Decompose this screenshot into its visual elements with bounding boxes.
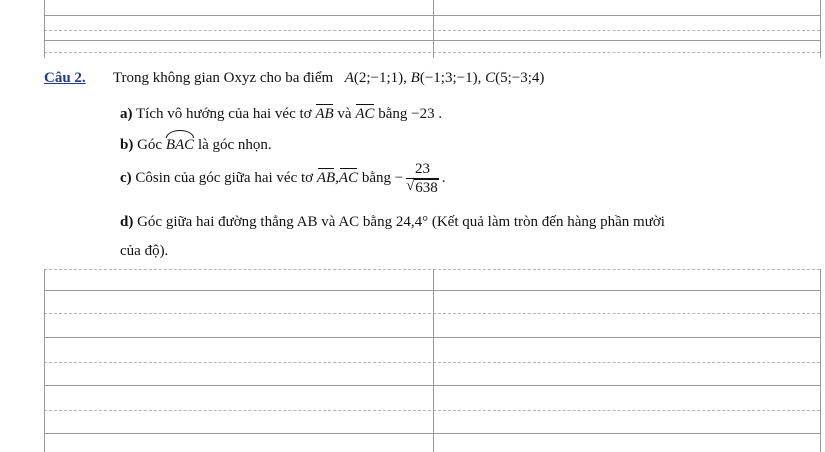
fraction-numerator: 23 <box>406 161 439 179</box>
point-a-coords: (2;−1;1) <box>353 70 404 86</box>
item-b-text: Góc <box>137 137 163 153</box>
table-border <box>433 269 434 452</box>
table-line <box>44 40 820 41</box>
item-a-result: bằng −23 . <box>378 106 443 122</box>
table-line <box>44 337 820 338</box>
point-b-coords: (−1;3;−1) <box>419 70 478 86</box>
item-c-mid: bằng <box>361 170 392 186</box>
table-border <box>433 0 434 58</box>
table-line <box>44 290 820 291</box>
table-line <box>44 269 820 270</box>
table-line <box>44 313 820 314</box>
table-line <box>44 15 820 16</box>
item-b-result: là góc nhọn. <box>197 137 272 153</box>
point-c-name: C <box>485 70 496 86</box>
table-line <box>44 410 820 411</box>
item-d-continued: của độ). <box>120 243 169 259</box>
item-a-text: Tích vô hướng của hai véc tơ <box>135 106 312 122</box>
item-d-text: Góc giữa hai đường thẳng AB và AC bằng 24,4° (Kết quả làm tròn đến hàng phần mười <box>137 214 665 230</box>
point-a-name: A <box>344 70 354 86</box>
question-stem: Trong không gian Oxyz cho ba điểm <box>112 70 334 86</box>
table-border <box>44 0 45 58</box>
item-c-sep: , <box>335 170 339 186</box>
table-line <box>44 30 820 31</box>
item-a <box>120 105 442 123</box>
question-label: Câu 2. <box>44 70 86 86</box>
item-c-text: Côsin của góc giữa hai véc tơ <box>135 170 314 186</box>
table-line <box>44 52 820 53</box>
table-line <box>44 362 820 363</box>
item-b <box>120 136 272 154</box>
item-d-label: d) <box>120 214 134 230</box>
item-b-label: b) <box>120 137 134 153</box>
item-a-label: a) <box>120 106 133 122</box>
table-border <box>820 0 821 58</box>
item-d <box>120 213 665 231</box>
table-line <box>44 433 820 434</box>
item-a-conj: và <box>337 106 352 122</box>
table-line <box>44 385 820 386</box>
fraction <box>406 161 439 196</box>
item-c-sign: − <box>394 170 404 186</box>
table-border <box>820 269 821 452</box>
point-c-coords: (5;−3;4) <box>495 70 545 86</box>
question-line: Câu 2. Trong không gian Oxyz cho ba điểm A(2;−1;1), B(−1;3;−1), C(5;−3;4) <box>44 70 545 86</box>
fraction-denominator: 638 <box>415 179 438 196</box>
vector-ac: AC <box>355 106 375 122</box>
sqrt: √ 638 <box>406 177 438 196</box>
vector-ab: AB <box>316 170 336 186</box>
angle-bac: BAC <box>165 137 195 153</box>
vector-ab: AB <box>315 106 334 122</box>
point-b-name: B <box>410 70 420 86</box>
item-c-end: . <box>441 170 446 186</box>
vector-ac: AC <box>338 170 359 186</box>
table-border <box>44 269 45 452</box>
item-c-label: c) <box>120 170 132 186</box>
item-c <box>120 158 445 198</box>
